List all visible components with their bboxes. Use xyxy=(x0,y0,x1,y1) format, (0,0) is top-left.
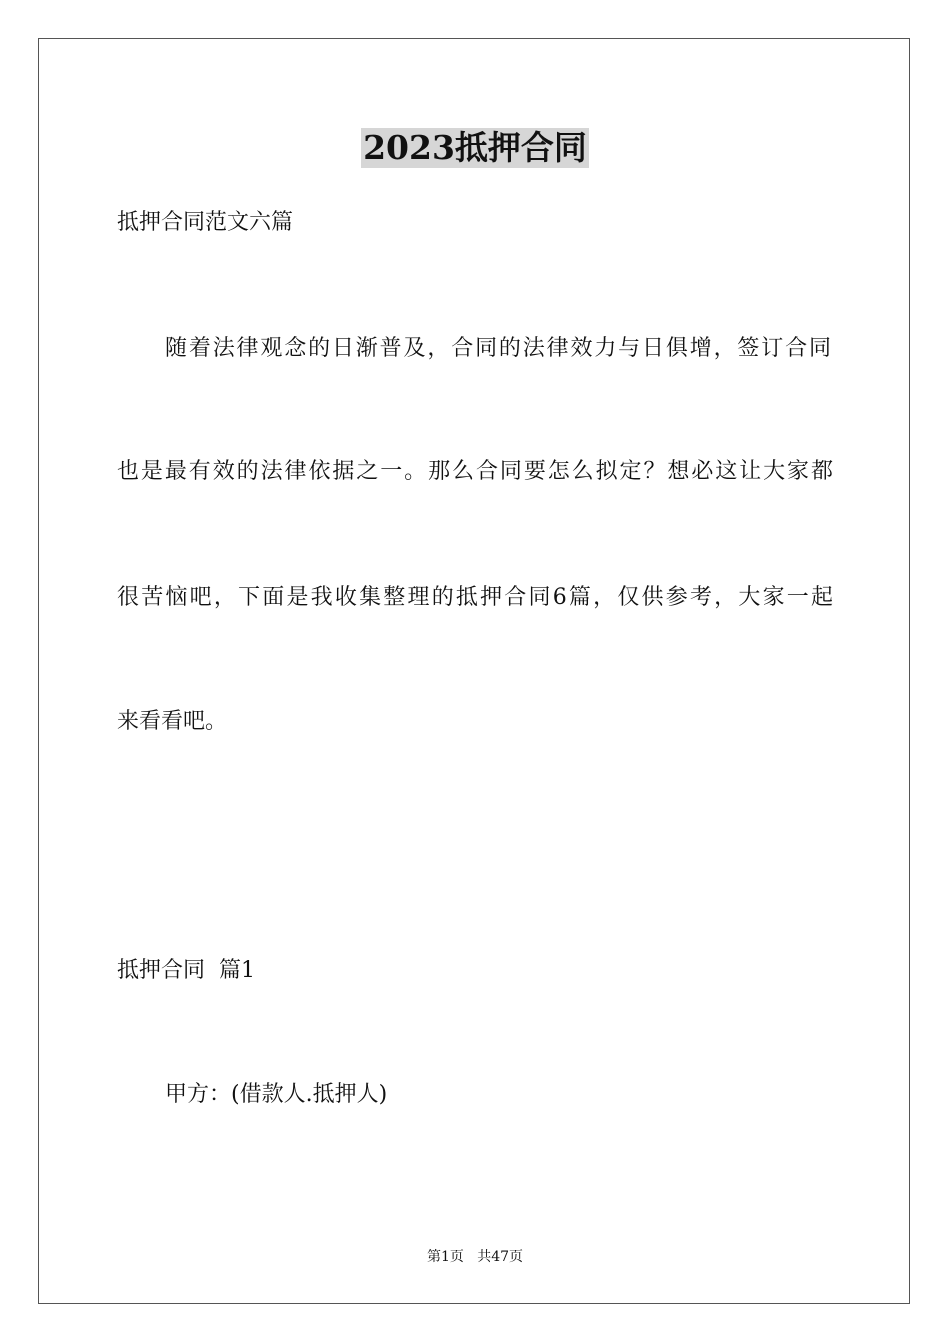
document-title: 2023抵押合同 xyxy=(363,128,587,167)
section-heading: 抵押合同 篇1 xyxy=(117,958,255,983)
intro-line-2: 也是最有效的法律依据之一。那么合同要怎么拟定？想必这让大家都 xyxy=(117,459,833,484)
page-number-footer: 第1页 共47页 xyxy=(426,1249,524,1265)
intro-line-1: 随着法律观念的日渐普及，合同的法律效力与日俱增，签订合同 xyxy=(165,336,831,361)
document-subtitle: 抵押合同范文六篇 xyxy=(117,210,294,235)
title-container xyxy=(0,128,950,168)
intro-line-4: 来看看吧。 xyxy=(117,709,228,734)
party-a-line: 甲方：(借款人.抵押人) xyxy=(165,1082,388,1107)
intro-line-3: 很苦恼吧，下面是我收集整理的抵押合同6篇，仅供参考，大家一起 xyxy=(117,585,833,610)
